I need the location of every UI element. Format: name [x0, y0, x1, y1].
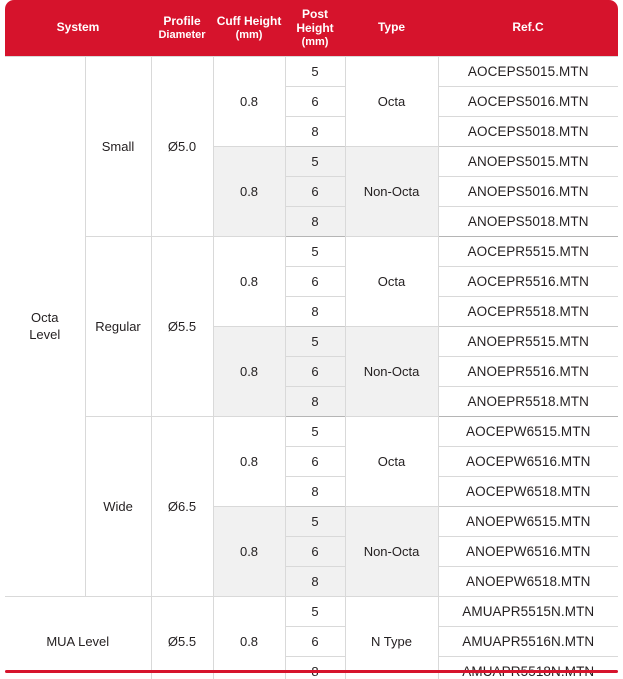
post-height-cell: 8 [285, 297, 345, 327]
post-height-cell: 8 [285, 567, 345, 597]
post-height-cell: 5 [285, 147, 345, 177]
cuff-height-cell: 0.8 [213, 327, 285, 417]
profile-diameter-cell: Ø6.5 [151, 417, 213, 597]
type-cell: Octa [345, 417, 438, 507]
system-name-cell: MUA Level [5, 597, 151, 679]
reference-code-cell: AOCEPR5516.MTN [438, 267, 618, 297]
reference-code-cell: ANOEPS5015.MTN [438, 147, 618, 177]
type-cell: Octa [345, 57, 438, 147]
header-type [345, 0, 438, 57]
reference-code-cell: ANOEPR5516.MTN [438, 357, 618, 387]
table-row [5, 417, 618, 447]
post-height-cell: 5 [285, 417, 345, 447]
header-ref-label: Ref.C [512, 20, 544, 35]
table-body [5, 57, 618, 679]
post-height-cell: 6 [285, 447, 345, 477]
type-cell: N Type [345, 597, 438, 679]
reference-code-cell: ANOEPW6518.MTN [438, 567, 618, 597]
post-height-cell: 6 [285, 357, 345, 387]
post-height-cell: 5 [285, 57, 345, 87]
profile-name-cell: Small [85, 57, 151, 237]
profile-name-cell: Wide [85, 417, 151, 597]
header-cuff-height [213, 0, 285, 57]
type-cell: Octa [345, 237, 438, 327]
header-cuff-label: Cuff Height [216, 13, 282, 28]
type-cell: Non-Octa [345, 147, 438, 237]
cuff-height-cell: 0.8 [213, 597, 285, 679]
header-post-sub: (mm) [301, 35, 329, 48]
product-reference-table [5, 0, 618, 679]
reference-code-cell: ANOEPS5018.MTN [438, 207, 618, 237]
reference-code-cell: ANOEPW6515.MTN [438, 507, 618, 537]
type-cell: Non-Octa [345, 327, 438, 417]
reference-code-cell: ANOEPS5016.MTN [438, 177, 618, 207]
reference-code-cell: AMUAPR5516N.MTN [438, 627, 618, 657]
header-system-label: System [56, 20, 100, 35]
table-row [5, 597, 618, 627]
cuff-height-cell: 0.8 [213, 507, 285, 597]
header-profile-diameter [151, 0, 213, 57]
reference-code-cell: AOCEPR5515.MTN [438, 237, 618, 267]
cuff-height-cell: 0.8 [213, 417, 285, 507]
cuff-height-cell: 0.8 [213, 237, 285, 327]
profile-name-cell: Regular [85, 237, 151, 417]
header-post-height [285, 0, 345, 57]
reference-code-cell: AOCEPW6518.MTN [438, 477, 618, 507]
profile-diameter-cell: Ø5.0 [151, 57, 213, 237]
profile-diameter-cell: Ø5.5 [151, 597, 213, 679]
post-height-cell: 5 [285, 597, 345, 627]
header-cuff-sub: (mm) [235, 28, 263, 41]
post-height-cell: 5 [285, 507, 345, 537]
post-height-cell [285, 657, 345, 679]
header-profile-sub: Diameter [158, 28, 206, 41]
reference-code-cell: AMUAPR5515N.MTN [438, 597, 618, 627]
post-height-cell: 6 [285, 87, 345, 117]
table-header [5, 0, 618, 57]
post-height-cell: 8 [285, 117, 345, 147]
bottom-accent-rule [5, 670, 618, 673]
header-system [5, 0, 151, 57]
reference-code-cell: AOCEPS5016.MTN [438, 87, 618, 117]
table-row [5, 57, 618, 87]
post-height-cell: 6 [285, 267, 345, 297]
post-height-cell: 6 [285, 627, 345, 657]
post-height-cell: 6 [285, 177, 345, 207]
reference-code-cell: ANOEPW6516.MTN [438, 537, 618, 567]
post-height-cell: 6 [285, 537, 345, 567]
header-type-label: Type [377, 20, 406, 35]
reference-code-cell: AOCEPS5018.MTN [438, 117, 618, 147]
header-profile-label: Profile [163, 13, 201, 28]
reference-code-cell: ANOEPR5518.MTN [438, 387, 618, 417]
reference-code-cell: ANOEPR5515.MTN [438, 327, 618, 357]
table-row [5, 237, 618, 267]
reference-code-cell: AOCEPW6516.MTN [438, 447, 618, 477]
cuff-height-cell: 0.8 [213, 57, 285, 147]
reference-code-cell [438, 657, 618, 679]
reference-code-cell: AOCEPR5518.MTN [438, 297, 618, 327]
header-post-label: Post Height [296, 7, 334, 35]
profile-diameter-cell: Ø5.5 [151, 237, 213, 417]
cuff-height-cell: 0.8 [213, 147, 285, 237]
post-height-cell: 5 [285, 237, 345, 267]
header-ref-c [438, 0, 618, 57]
system-name-cell: Octa Level [5, 57, 85, 597]
post-height-cell: 8 [285, 477, 345, 507]
reference-code-cell: AOCEPS5015.MTN [438, 57, 618, 87]
post-height-cell: 8 [285, 387, 345, 417]
reference-code-cell: AOCEPW6515.MTN [438, 417, 618, 447]
post-height-cell: 5 [285, 327, 345, 357]
type-cell: Non-Octa [345, 507, 438, 597]
post-height-cell: 8 [285, 207, 345, 237]
